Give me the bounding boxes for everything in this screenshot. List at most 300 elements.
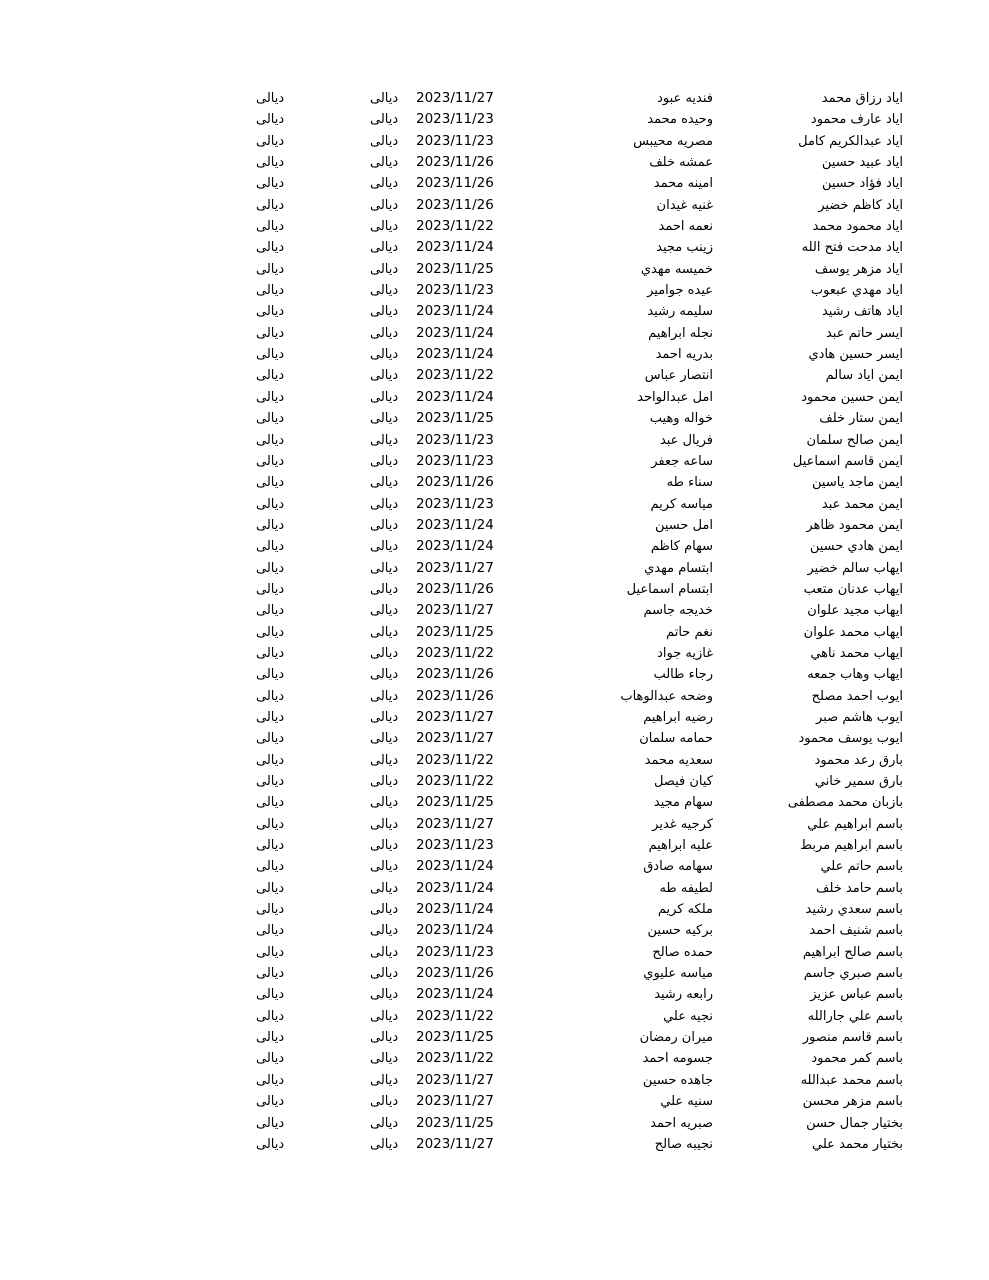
governorate-secondary: ديالى <box>256 368 285 384</box>
governorate: ديالى <box>370 923 399 939</box>
governorate: ديالى <box>370 944 399 960</box>
date-value: 2023/11/27 <box>416 559 494 576</box>
table-row <box>0 750 989 771</box>
date-value: 2023/11/26 <box>416 474 494 491</box>
person-name: اياد فؤاد حسين <box>821 176 903 192</box>
governorate-secondary: ديالى <box>256 219 285 235</box>
governorate: ديالى <box>370 219 399 235</box>
governorate-secondary: ديالى <box>256 539 285 555</box>
person-name: اياد مهدي عبعوب <box>810 283 903 299</box>
mother-name: حمده صالح <box>652 944 713 960</box>
person-name: باسم عباس عزيز <box>810 987 903 1003</box>
person-name: ايمن ماجد ياسين <box>812 475 903 491</box>
date-value: 2023/11/26 <box>416 965 494 982</box>
governorate-secondary: ديالى <box>256 240 285 256</box>
person-name: باسم علي جارالله <box>807 1008 903 1024</box>
date-value: 2023/11/27 <box>416 90 494 106</box>
mother-name: نجيه علي <box>663 1008 713 1024</box>
date-value: 2023/11/26 <box>416 196 494 213</box>
date-value: 2023/11/25 <box>416 623 494 640</box>
governorate-secondary: ديالى <box>256 987 285 1003</box>
person-name: باسم صالح ابراهيم <box>802 944 903 960</box>
person-name: اياد عبدالكريم كامل <box>798 133 903 149</box>
date-value: 2023/11/25 <box>416 260 494 277</box>
person-name: باسم مزهر محسن <box>802 1094 903 1110</box>
person-name: ايهاب مجيد علوان <box>807 603 903 619</box>
governorate: ديالى <box>370 112 399 128</box>
mother-name: انتصار عباس <box>644 368 713 384</box>
date-value: 2023/11/27 <box>416 730 494 747</box>
governorate-secondary: ديالى <box>256 1030 285 1046</box>
date-value: 2023/11/25 <box>416 1114 494 1131</box>
governorate: ديالى <box>370 902 399 918</box>
table-row <box>0 408 989 429</box>
date-value: 2023/11/24 <box>416 388 494 405</box>
governorate-secondary: ديالى <box>256 432 285 448</box>
date-value: 2023/11/24 <box>416 346 494 363</box>
date-value: 2023/11/27 <box>416 1071 494 1088</box>
person-name: باسم محمد عبدالله <box>800 1072 903 1088</box>
mother-name: سهامه صادق <box>643 859 713 875</box>
governorate: ديالى <box>370 752 399 768</box>
date-value: 2023/11/27 <box>416 602 494 619</box>
mother-name: مصريه محيبس <box>633 133 713 149</box>
governorate-secondary: ديالى <box>256 304 285 320</box>
table-row <box>0 451 989 472</box>
person-name: بازبان محمد مصطفى <box>787 795 903 811</box>
governorate-secondary: ديالى <box>256 1115 285 1131</box>
governorate: ديالى <box>370 1115 399 1131</box>
governorate-secondary: ديالى <box>256 880 285 896</box>
person-name: ايمن حسين محمود <box>801 389 903 405</box>
governorate: ديالى <box>370 624 399 640</box>
table-row <box>0 515 989 536</box>
governorate-secondary: ديالى <box>256 645 285 661</box>
person-name: اياد مدحت فتح الله <box>801 240 903 256</box>
table-row <box>0 387 989 408</box>
governorate: ديالى <box>370 1030 399 1046</box>
governorate: ديالى <box>370 1051 399 1067</box>
mother-name: وضحه عبدالوهاب <box>620 688 713 704</box>
governorate-secondary: ديالى <box>256 91 285 106</box>
mother-name: كرجيه غدير <box>652 816 713 832</box>
mother-name: كيان فيصل <box>653 774 713 789</box>
date-value: 2023/11/22 <box>416 751 494 768</box>
table-row <box>0 109 989 130</box>
date-value: 2023/11/23 <box>416 111 494 128</box>
governorate-secondary: ديالى <box>256 667 285 683</box>
governorate-secondary: ديالى <box>256 1051 285 1067</box>
mother-name: امل حسين <box>654 517 713 533</box>
person-name: باسم صبري جاسم <box>803 966 903 982</box>
governorate-secondary: ديالى <box>256 453 285 469</box>
table-row <box>0 301 989 322</box>
person-name: باسم ابراهيم علي <box>807 816 903 832</box>
governorate-secondary: ديالى <box>256 859 285 875</box>
governorate-secondary: ديالى <box>256 325 285 341</box>
mother-name: سهام مجيد <box>653 795 713 811</box>
person-name: اياد رزاق محمد <box>821 91 903 106</box>
mother-name: نغم حاتم <box>666 624 713 640</box>
table-row <box>0 237 989 258</box>
governorate-secondary: ديالى <box>256 709 285 725</box>
governorate-secondary: ديالى <box>256 1072 285 1088</box>
table-row <box>0 984 989 1005</box>
table-row <box>0 1006 989 1027</box>
person-name: ايمن محمود ظاهر <box>806 517 903 533</box>
table-row <box>0 792 989 813</box>
governorate-secondary: ديالى <box>256 603 285 619</box>
person-name: ايهاب عدنان متعب <box>803 581 903 597</box>
date-value: 2023/11/23 <box>416 943 494 960</box>
date-value: 2023/11/23 <box>416 837 494 854</box>
mother-name: سهام كاظم <box>650 539 713 555</box>
person-name: باسم حامد خلف <box>816 880 903 896</box>
governorate-secondary: ديالى <box>256 838 285 854</box>
person-name: ايمن صالح سلمان <box>806 432 903 448</box>
person-name: ايمن هادي حسين <box>809 539 903 555</box>
date-value: 2023/11/26 <box>416 687 494 704</box>
mother-name: ميران رمضان <box>639 1030 713 1046</box>
person-name: ايوب احمد مصلح <box>811 688 903 704</box>
person-name: باسم شنيف احمد <box>809 923 903 939</box>
governorate-secondary: ديالى <box>256 560 285 576</box>
mother-name: عمشه خلف <box>649 155 713 171</box>
mother-name: صبريه احمد <box>650 1115 713 1131</box>
mother-name: عليه ابراهيم <box>648 838 713 854</box>
governorate-secondary: ديالى <box>256 1136 285 1152</box>
table-row <box>0 814 989 835</box>
governorate: ديالى <box>370 838 399 854</box>
mother-name: سنيه علي <box>660 1094 713 1110</box>
governorate-secondary: ديالى <box>256 389 285 405</box>
person-name: بختيار محمد علي <box>812 1136 903 1152</box>
date-value: 2023/11/23 <box>416 452 494 469</box>
mother-name: خديجه جاسم <box>643 603 713 619</box>
date-value: 2023/11/22 <box>416 644 494 661</box>
person-name: ايهاب سالم خضير <box>807 560 903 576</box>
date-value: 2023/11/24 <box>416 303 494 320</box>
table-row <box>0 643 989 664</box>
table-row <box>0 1091 989 1112</box>
date-value: 2023/11/22 <box>416 1007 494 1024</box>
date-value: 2023/11/26 <box>416 154 494 171</box>
table-row <box>0 856 989 877</box>
governorate: ديالى <box>370 283 399 299</box>
person-name: ايسر حسين هادي <box>808 347 903 363</box>
date-value: 2023/11/22 <box>416 367 494 384</box>
person-name: اياد عارف محمود <box>810 112 903 128</box>
table-row <box>0 920 989 941</box>
table-row <box>0 878 989 899</box>
governorate: ديالى <box>370 795 399 811</box>
table-row <box>0 173 989 194</box>
mother-name: جاهده حسين <box>642 1072 713 1088</box>
governorate-secondary: ديالى <box>256 176 285 192</box>
mother-name: رضيه ابراهيم <box>643 709 713 725</box>
mother-name: بدريه احمد <box>655 347 713 363</box>
mother-name: نعمه احمد <box>658 219 713 235</box>
table-row <box>0 1134 989 1155</box>
date-value: 2023/11/24 <box>416 901 494 918</box>
governorate: ديالى <box>370 325 399 341</box>
person-name: ايوب يوسف محمود <box>798 731 903 747</box>
table-row <box>0 942 989 963</box>
table-row <box>0 1027 989 1048</box>
governorate-secondary: ديالى <box>256 475 285 491</box>
mother-name: مياسه كريم <box>650 496 713 512</box>
governorate: ديالى <box>370 816 399 832</box>
date-value: 2023/11/24 <box>416 324 494 341</box>
mother-name: ابتسام اسماعيل <box>626 581 713 597</box>
governorate-secondary: ديالى <box>256 774 285 789</box>
table-row <box>0 835 989 856</box>
governorate: ديالى <box>370 560 399 576</box>
mother-name: مياسه عليوي <box>643 966 713 982</box>
mother-name: رابعه رشيد <box>654 987 713 1003</box>
governorate: ديالى <box>370 368 399 384</box>
governorate: ديالى <box>370 1072 399 1088</box>
governorate: ديالى <box>370 539 399 555</box>
date-value: 2023/11/25 <box>416 1029 494 1046</box>
mother-name: سناء طه <box>666 475 713 491</box>
table-row <box>0 686 989 707</box>
mother-name: جسومه احمد <box>642 1051 713 1067</box>
date-value: 2023/11/27 <box>416 815 494 832</box>
person-name: اياد مزهر يوسف <box>814 261 903 277</box>
person-name: باسم ابراهيم مربط <box>800 838 903 854</box>
table-row <box>0 152 989 173</box>
person-name: ايسر حاتم عبد <box>825 325 903 341</box>
table-row <box>0 622 989 643</box>
person-name: باسم كمر محمود <box>811 1051 903 1067</box>
table-row <box>0 664 989 685</box>
person-name: باسم حاتم علي <box>820 859 903 875</box>
governorate: ديالى <box>370 197 399 213</box>
mother-name: لطيفه طه <box>659 880 713 896</box>
mother-name: فنديه عبود <box>657 91 713 106</box>
governorate: ديالى <box>370 966 399 982</box>
governorate: ديالى <box>370 133 399 149</box>
governorate: ديالى <box>370 774 399 789</box>
date-value: 2023/11/24 <box>416 239 494 256</box>
date-value: 2023/11/25 <box>416 410 494 427</box>
governorate-secondary: ديالى <box>256 197 285 213</box>
date-value: 2023/11/23 <box>416 132 494 149</box>
mother-name: نجيبه صالح <box>654 1136 713 1152</box>
mother-name: ساعه جعفر <box>651 453 713 469</box>
mother-name: عيده جوامير <box>647 283 713 299</box>
date-value: 2023/11/24 <box>416 879 494 896</box>
mother-name: غنيه غيدان <box>656 197 713 213</box>
table-row <box>0 1070 989 1091</box>
governorate: ديالى <box>370 603 399 619</box>
governorate-secondary: ديالى <box>256 944 285 960</box>
governorate: ديالى <box>370 411 399 427</box>
person-name: باسم سعدي رشيد <box>805 902 903 918</box>
governorate-secondary: ديالى <box>256 624 285 640</box>
date-value: 2023/11/27 <box>416 1135 494 1152</box>
governorate: ديالى <box>370 688 399 704</box>
governorate: ديالى <box>370 667 399 683</box>
governorate-secondary: ديالى <box>256 752 285 768</box>
governorate: ديالى <box>370 1136 399 1152</box>
governorate: ديالى <box>370 496 399 512</box>
table-row <box>0 579 989 600</box>
person-name: باسم قاسم منصور <box>802 1030 903 1046</box>
table-row <box>0 494 989 515</box>
governorate-secondary: ديالى <box>256 411 285 427</box>
date-value: 2023/11/24 <box>416 986 494 1003</box>
mother-name: زينب مجيد <box>656 240 713 256</box>
governorate: ديالى <box>370 304 399 320</box>
governorate-secondary: ديالى <box>256 688 285 704</box>
person-name: ايهاب محمد علوان <box>803 624 903 640</box>
governorate-secondary: ديالى <box>256 902 285 918</box>
governorate: ديالى <box>370 475 399 491</box>
date-value: 2023/11/26 <box>416 580 494 597</box>
table-row <box>0 899 989 920</box>
person-name: ايمن محمد عبد <box>821 496 903 512</box>
table-row <box>0 430 989 451</box>
person-name: ايمن اياد سالم <box>825 368 903 384</box>
table-row <box>0 558 989 579</box>
table-row <box>0 1113 989 1134</box>
mother-name: نجله ابراهيم <box>648 325 713 341</box>
date-value: 2023/11/24 <box>416 858 494 875</box>
mother-name: سعديه محمد <box>644 752 713 768</box>
date-value: 2023/11/27 <box>416 1093 494 1110</box>
person-name: بختيار جمال حسن <box>806 1115 903 1131</box>
governorate-secondary: ديالى <box>256 261 285 277</box>
date-value: 2023/11/25 <box>416 794 494 811</box>
governorate: ديالى <box>370 859 399 875</box>
governorate-secondary: ديالى <box>256 133 285 149</box>
date-value: 2023/11/24 <box>416 922 494 939</box>
table-row <box>0 323 989 344</box>
date-value: 2023/11/22 <box>416 1050 494 1067</box>
person-name: ايمن ستار خلف <box>819 411 903 427</box>
governorate: ديالى <box>370 347 399 363</box>
date-value: 2023/11/23 <box>416 282 494 299</box>
person-name: ايمن قاسم اسماعيل <box>792 453 903 469</box>
date-value: 2023/11/22 <box>416 218 494 235</box>
table-row <box>0 728 989 749</box>
governorate: ديالى <box>370 1094 399 1110</box>
table-row <box>0 707 989 728</box>
governorate-secondary: ديالى <box>256 347 285 363</box>
mother-name: خميسه مهدي <box>640 261 713 277</box>
date-value: 2023/11/24 <box>416 538 494 555</box>
mother-name: ابتسام مهدي <box>644 560 713 576</box>
governorate: ديالى <box>370 880 399 896</box>
person-name: ايوب هاشم صبر <box>816 709 903 725</box>
governorate-secondary: ديالى <box>256 112 285 128</box>
person-name: ايهاب وهاب جمعه <box>807 667 903 683</box>
governorate-secondary: ديالى <box>256 283 285 299</box>
table-row <box>0 472 989 493</box>
person-name: ايهاب محمد ناهي <box>810 645 903 661</box>
governorate: ديالى <box>370 176 399 192</box>
date-value: 2023/11/26 <box>416 175 494 192</box>
mother-name: خواله وهيب <box>649 411 713 427</box>
governorate: ديالى <box>370 389 399 405</box>
person-name: اياد هاتف رشيد <box>821 304 903 320</box>
mother-name: وحيده محمد <box>647 112 713 128</box>
governorate: ديالى <box>370 1008 399 1024</box>
date-value: 2023/11/24 <box>416 516 494 533</box>
table-row <box>0 365 989 386</box>
mother-name: رجاء طالب <box>653 667 713 683</box>
table-row <box>0 771 989 792</box>
governorate: ديالى <box>370 261 399 277</box>
governorate: ديالى <box>370 581 399 597</box>
governorate-secondary: ديالى <box>256 1008 285 1024</box>
table-row <box>0 131 989 152</box>
date-value: 2023/11/27 <box>416 708 494 725</box>
governorate-secondary: ديالى <box>256 923 285 939</box>
mother-name: امينه محمد <box>653 176 713 192</box>
mother-name: سليمه رشيد <box>647 304 713 320</box>
mother-name: حمامه سلمان <box>639 731 713 747</box>
table-row <box>0 536 989 557</box>
person-name: اياد عبيد حسين <box>821 155 903 171</box>
governorate-secondary: ديالى <box>256 966 285 982</box>
governorate: ديالى <box>370 453 399 469</box>
person-name: بارق سمير خاني <box>814 774 903 789</box>
governorate: ديالى <box>370 155 399 171</box>
governorate: ديالى <box>370 645 399 661</box>
table-row <box>0 88 989 109</box>
mother-name: فريال عبد <box>659 432 713 448</box>
mother-name: ملكه كريم <box>657 902 713 918</box>
governorate: ديالى <box>370 731 399 747</box>
table-row <box>0 963 989 984</box>
governorate-secondary: ديالى <box>256 517 285 533</box>
mother-name: غازيه جواد <box>657 645 713 661</box>
governorate-secondary: ديالى <box>256 155 285 171</box>
governorate: ديالى <box>370 517 399 533</box>
table-row <box>0 280 989 301</box>
governorate-secondary: ديالى <box>256 581 285 597</box>
mother-name: امل عبدالواحد <box>637 389 713 405</box>
governorate: ديالى <box>370 432 399 448</box>
table-row <box>0 216 989 237</box>
governorate: ديالى <box>370 91 399 106</box>
records-table <box>0 88 989 1155</box>
table-row <box>0 344 989 365</box>
person-name: اياد كاظم خضير <box>818 197 903 213</box>
date-value: 2023/11/23 <box>416 431 494 448</box>
mother-name: بركيه حسين <box>647 923 713 939</box>
governorate: ديالى <box>370 240 399 256</box>
governorate: ديالى <box>370 709 399 725</box>
governorate: ديالى <box>370 987 399 1003</box>
table-row <box>0 259 989 280</box>
governorate-secondary: ديالى <box>256 731 285 747</box>
table-row <box>0 600 989 621</box>
date-value: 2023/11/23 <box>416 495 494 512</box>
governorate-secondary: ديالى <box>256 795 285 811</box>
date-value: 2023/11/22 <box>416 773 494 789</box>
table-row <box>0 195 989 216</box>
governorate-secondary: ديالى <box>256 816 285 832</box>
person-name: بارق رعد محمود <box>814 752 903 768</box>
governorate-secondary: ديالى <box>256 1094 285 1110</box>
date-value: 2023/11/26 <box>416 666 494 683</box>
table-row <box>0 1048 989 1069</box>
governorate-secondary: ديالى <box>256 496 285 512</box>
